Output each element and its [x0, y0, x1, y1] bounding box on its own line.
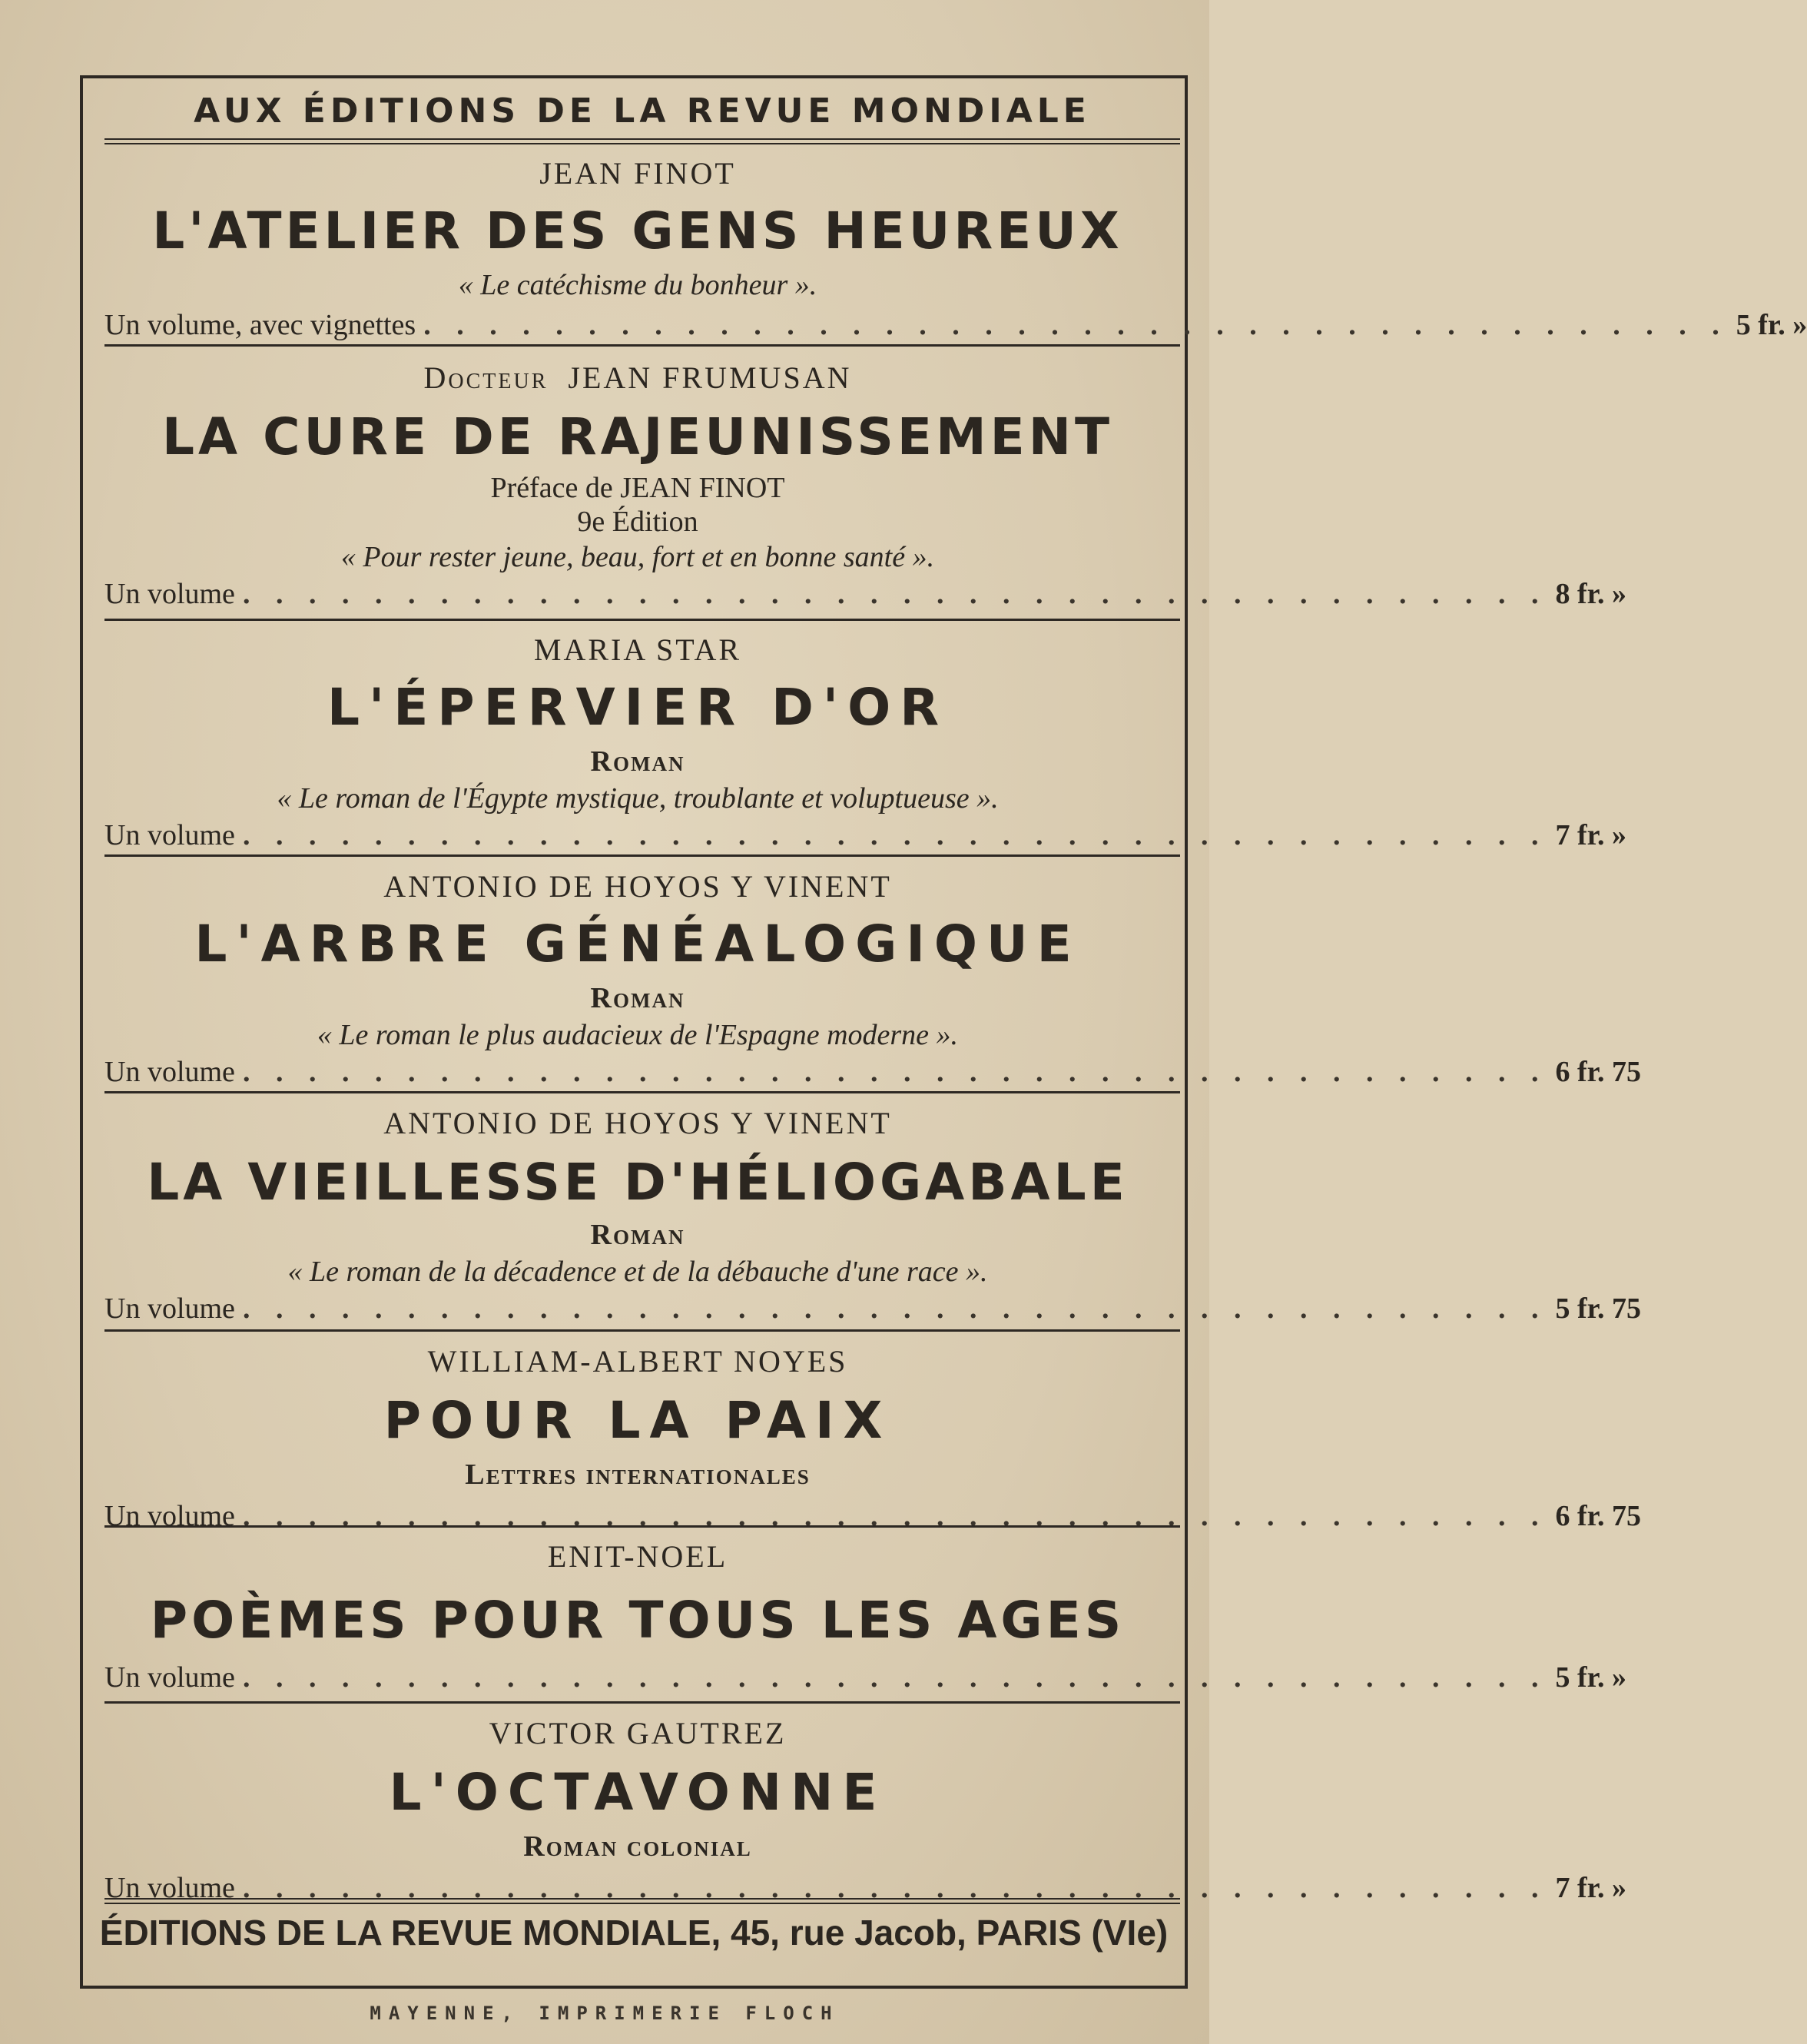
book-title: POÈMES POUR TOUS LES AGES — [150, 1591, 1126, 1650]
book-author: ANTONIO DE HOYOS Y VINENT — [383, 1106, 892, 1140]
book-entry — [92, 1344, 1641, 1532]
publisher-header: AUX ÉDITIONS DE LA REVUE MONDIALE — [194, 91, 1091, 131]
book-genre: Roman — [590, 982, 685, 1014]
book-edition: 9e Édition — [577, 506, 698, 538]
book-author: JEAN FINOT — [539, 156, 736, 191]
printer-imprint: MAYENNE, IMPRIMERIE FLOCH — [370, 2003, 840, 2024]
footer-rule — [104, 1898, 1180, 1904]
price: 6 fr. 75 — [1555, 1056, 1641, 1088]
book-entry — [92, 1539, 1626, 1694]
book-author: ANTONIO DE HOYOS Y VINENT — [383, 869, 892, 904]
book-tagline: « Pour rester jeune, beau, fort et en bonne santé ». — [340, 541, 935, 573]
entry-divider — [104, 1329, 1180, 1332]
book-author: WILLIAM-ALBERT NOYES — [427, 1344, 848, 1379]
leader-dots: . . . . . . . . . . . . . . . . . . . . . . . . . . . . . . . . . . . . . . . . — [242, 1292, 1548, 1325]
book-title: LA VIEILLESSE D'HÉLIOGABALE — [147, 1153, 1129, 1212]
entry-divider — [104, 854, 1180, 857]
book-title: LA CURE DE RAJEUNISSEMENT — [161, 407, 1113, 466]
book-preface: Préface de JEAN FINOT — [490, 472, 785, 504]
price: 5 fr. » — [1555, 1661, 1626, 1694]
volume-line — [92, 309, 1807, 341]
book-author: MARIA STAR — [533, 632, 742, 667]
volume-line — [92, 1292, 1641, 1325]
book-entry — [92, 632, 1626, 851]
book-genre: Roman colonial — [523, 1830, 752, 1863]
volume-line — [92, 578, 1626, 610]
volume-label: Un volume — [104, 1292, 235, 1325]
book-genre: Lettres internationales — [465, 1458, 811, 1491]
volume-label: Un volume — [104, 578, 235, 610]
book-author: ENIT-NOEL — [547, 1539, 728, 1574]
entry-divider — [104, 619, 1180, 621]
author-name: JEAN FRUMUSAN — [568, 360, 852, 395]
volume-line — [92, 1056, 1641, 1088]
price: 7 fr. » — [1555, 819, 1626, 851]
price: 6 fr. 75 — [1555, 1500, 1641, 1532]
book-genre: Roman — [590, 745, 685, 778]
book-author: VICTOR GAUTREZ — [489, 1716, 787, 1750]
entry-divider — [104, 344, 1180, 347]
volume-label: Un volume — [104, 819, 235, 851]
leader-dots: . . . . . . . . . . . . . . . . . . . . . . . . . . . . . . . . . . . . . . . . — [242, 578, 1548, 610]
leader-dots: . . . . . . . . . . . . . . . . . . . . . . . . . . . . . . . . . . . . . . . . — [242, 1500, 1548, 1532]
entry-divider — [104, 1091, 1180, 1093]
volume-line — [92, 1661, 1626, 1694]
price: 5 fr. » — [1736, 309, 1807, 341]
book-tagline: « Le roman de l'Égypte mystique, troublante et voluptueuse ». — [277, 782, 999, 815]
book-title: POUR LA PAIX — [383, 1391, 892, 1450]
leader-dots: . . . . . . . . . . . . . . . . . . . . . . . . . . . . . . . . . . . . . . . . — [242, 819, 1548, 851]
publisher-address: ÉDITIONS DE LA REVUE MONDIALE, 45, rue Jacob, PARIS (VIe) — [99, 1913, 1169, 1953]
book-title: L'ARBRE GÉNÉALOGIQUE — [194, 914, 1081, 974]
book-entry — [92, 869, 1641, 1088]
book-tagline: « Le roman le plus audacieux de l'Espagne moderne ». — [317, 1019, 959, 1051]
book-tagline: « Le catéchisme du bonheur ». — [458, 269, 817, 301]
volume-label: Un volume, avec vignettes — [104, 309, 416, 341]
price: 8 fr. » — [1555, 578, 1626, 610]
book-entry — [92, 360, 1626, 610]
book-entry — [92, 1106, 1641, 1325]
book-entry — [92, 156, 1807, 341]
author-prefix: Docteur — [423, 360, 549, 395]
price: 7 fr. » — [1555, 1872, 1626, 1904]
leader-dots: . . . . . . . . . . . . . . . . . . . . . . . . . . . . . . . . . . . . . . . . — [242, 1872, 1548, 1904]
volume-label: Un volume — [104, 1661, 235, 1694]
leader-dots: . . . . . . . . . . . . . . . . . . . . . . . . . . . . . . . . . . . . . . . . — [242, 1661, 1548, 1694]
volume-label: Un volume — [104, 1056, 235, 1088]
book-author — [92, 360, 1183, 395]
book-title: L'ATELIER DES GENS HEUREUX — [152, 201, 1123, 260]
entry-divider — [104, 1701, 1180, 1704]
leader-dots: . . . . . . . . . . . . . . . . . . . . . . . . . . . . . . . . . . . . . . . . — [242, 1056, 1548, 1088]
price: 5 fr. 75 — [1555, 1292, 1641, 1325]
volume-label: Un volume — [104, 1500, 235, 1532]
volume-line — [92, 819, 1626, 851]
leader-dots: . . . . . . . . . . . . . . . . . . . . . . . . . . . . . . . . . . . . . . . . — [423, 309, 1729, 341]
book-title: L'ÉPERVIER D'OR — [327, 678, 949, 737]
book-tagline: « Le roman de la décadence et de la débauche d'une race ». — [287, 1256, 988, 1288]
book-title: L'OCTAVONNE — [389, 1763, 887, 1822]
book-entry — [92, 1716, 1626, 1904]
header-rule — [104, 138, 1180, 144]
entry-divider — [104, 1525, 1180, 1528]
volume-label: Un volume — [104, 1872, 235, 1904]
book-genre: Roman — [590, 1219, 685, 1251]
